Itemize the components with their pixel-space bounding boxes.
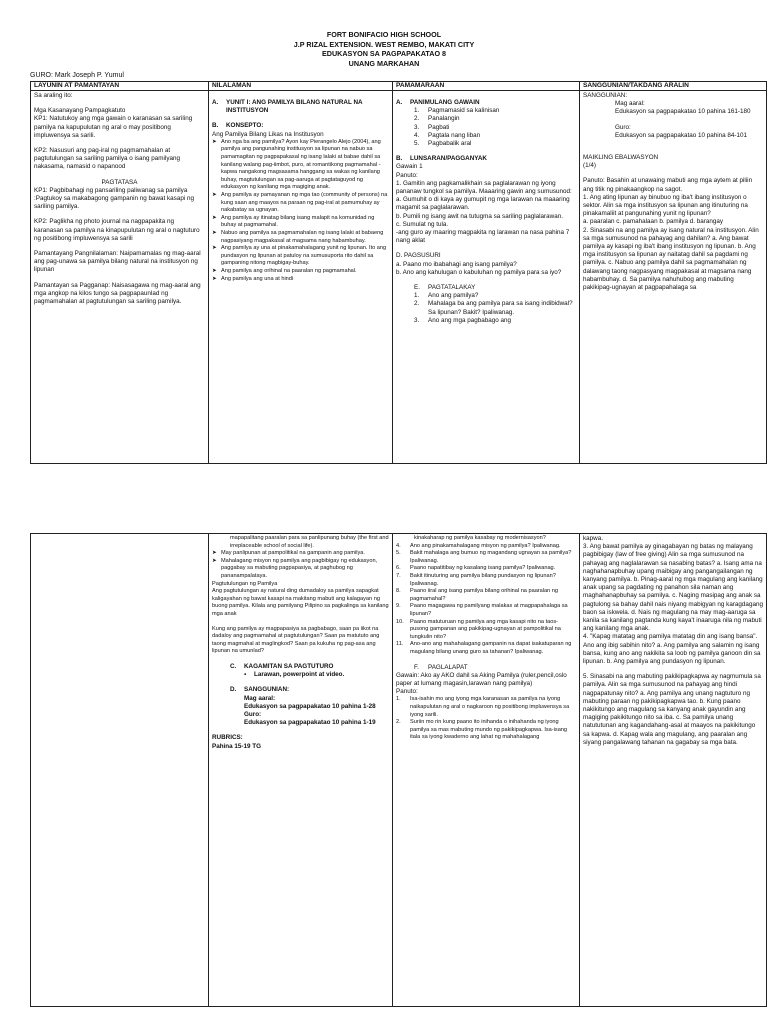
section-c: C. KAGAMITAN SA PAGTUTURO <box>230 662 334 670</box>
list-item: 5. Bakit mahalaga ang bumuo ng magandang ugnayan sa pamilya? Ipaliwanag. <box>396 550 572 564</box>
list-item: 1. Pagmamasid sa kalinisan <box>414 107 500 115</box>
quiz-question: 3. Ang bawat pamilya ay ginagabayan ng batas ng malayang pagbibigay (law of free giving) Alin sa mga sumusunod na pahayag ang naglalarawan sa nasabing batas? a. Isang ama na naghahanapbuhay upang maibigay ang pangangailangan ng kanyang pamilya. b. Pinag-aaral ng mga magulang ang kanilang anak upang sa pagdating ng panahon sila naman ang maghahanapbuhay sa pamilya. c. Naging masipag ang anak sa pagtulong sa bahay dahil nais niyang mabigyan ng karagdagang baon sa iskwela. d. Nais ng magulang na may mag-aaruga sa kanila sa kanilang pagtanda kung kaya't inaaruga nila ng mabuti ang kanilang mga anak. <box>583 543 763 633</box>
question-line: b. Ano ang kahulugan o kabuluhan ng pamilya para sa iyo? <box>396 268 562 276</box>
lesson-plan-table-1 <box>30 81 767 464</box>
list-item: 3. Ano ang mga pagbabago ang <box>414 316 511 324</box>
rubrics-label: RUBRICS: <box>212 734 243 742</box>
list-item: ➤ Ang pamilya ay una at pinakamahalagang yunit ng lipunan. Ito ang pundasyon ng lipunan at patuloy na sumusuporta rito dahil sa gampaning nitong magbigay-buhay. <box>212 245 387 267</box>
list-item: 1. Ano ang pamilya? <box>414 292 479 300</box>
magaaral-ref: Edukasyon sa pagpapakatao 10 pahina 1-28 <box>244 702 376 710</box>
quiz-question: 1. Ang ating lipunan ay binubuo ng iba't ibang institusyon o sektor. Alin sa mga institusyon sa lipunan ang itinuturing na pinakamaliit at pangunahing yunit ng lipunan? <box>583 193 748 218</box>
arrow-bullet-icon: ➤ <box>212 557 217 564</box>
quiz-question: 4. "Kapag matatag ang pamilya matatag din ang isang bansa". Ano ang ibig sabihin nito? a. Ang pamilya ang salamin ng isang bansa, kung ano ang nakikita sa loob ng pamilya ganoon din sa lipunan. b. Ang pamilya ang pundasyon ng lipunan. <box>583 633 761 666</box>
guro-label: Guro: <box>615 123 631 131</box>
section-f: F. PAGLALAPAT <box>414 663 468 671</box>
list-item: ➤ Nabuo ang pamilya sa pagmamahalan ng isang lalaki at babaeng nagpasiyang magpakasal at magsama nang habambuhay. <box>212 229 384 244</box>
list-item: 11. Ano-ano ang mahahalagang gampanin na dapat isakatuparan ng magulang bilang unang guro sa tahanan? Ipaliwanag. <box>396 641 572 655</box>
option-line: -ang guro ay maaring magpakita ng larawan na nasa pahina 7 nang aklat <box>396 229 570 245</box>
panuto-text: 1. Gamitin ang pagkamalikhain sa paglalarawan ng iyong pananaw tungkol sa pamilya. Maaaring gawin ang sumusunod: <box>396 179 572 196</box>
text-line: kapwa. <box>583 535 603 542</box>
text-line: KP2: Nasusuri ang pag-iral ng pagmamahalan at pagtutulungan sa sariling pamilya o isang pamilyang nakasama, namasid o napanood <box>34 147 180 171</box>
panuto-label: Panuto: <box>396 688 418 696</box>
quiz-question: 2. Sinasabi na ang pamilya ay isang natural na institusyon. Alin sa mga sumusunod na pahayag ang dahilan? a. Ang bawat pamilya ay kasapi ng iba't ibang institusyon ng lipunan. b. Ang mga institusyon sa lipunan ay naitatag dahil sa pagdami ng pamilya. c. Nabuo ang pamilya dahil sa pagmamahalan ng dalawang taong nagpasyang magpakasal at magsama nang habambuhay. d. Sa pamilya nahuhubog ang mabuting pakikipag-ugnayan at pagpapahalaga sa <box>583 226 759 292</box>
nilalaman-cell <box>209 91 393 464</box>
section-heading: PAGTATASA <box>101 178 138 186</box>
list-item: 4. Pagtala nang liban <box>414 131 481 139</box>
list-item: ▪ Larawan, powerpoint at video. <box>244 671 345 679</box>
list-item: ➤ Ang pamilya ay pamayanan ng mga tao (community of persons) na kung saan ang maayos na paraan ng pag-iral at pamumuhay ay nakabatay sa ugnayan. <box>212 191 388 214</box>
text-paragraph: Kung ang pamilya ay magpapasiya sa pagbabago, saan pa iikot na dadaloy ang pagmamahal at pagtutulungan? Saan pa matututo ang taong magmahal at maglingkod? Saan pa kukuha ng pag-asa ang lipunan na umunlad? <box>212 625 380 655</box>
text-line: Pamantayang Pangnilalaman: Naipamamalas ng mag-aaral ang pag-unawa sa pamilya bilang natural na institusyon ng lipunan <box>34 250 201 274</box>
arrow-bullet-icon: ➤ <box>212 245 217 252</box>
list-item: 8. Paano iiral ang isang pamilya bilang orihinal na paaralan ng pagmamahal? <box>396 588 559 602</box>
list-item: 1. Isa-isahin mo ang iyong mga karanasan sa pamilya na iyong naikapulutan ng aral o nagkaroon ng positibong impluwensya sa iyong sarili. <box>396 696 570 718</box>
list-item: 10. Paano matuturuan ng pamilya ang mga kasapi nito na taos-pusong gampanan ang pakikipag-ugnayan at pampolitikal na tungkulin nito? <box>396 618 561 640</box>
list-item: ➤ Ang pamilya ang orihinal na paaralan ng pagmamahal. <box>212 267 357 274</box>
column-header: SANGGUNIAN/TAKDANG ARALIN <box>580 82 767 91</box>
list-item: ➤ Ano nga ba ang pamilya? Ayon kay Pierangelo Alejo (2004), ang pamilya ang pangunahing institusyon sa lipunan na nabuo sa pamamagitan ng pagpapakasal ng isang lalaki at babae dahil sa kanilang walang pag-iimbot, puro, at romantikong pagmamahal - kapwa nangakong magsasama hanggang sa wakas ng kanilang buhay, magtutulungan sa pag-aaruga at pagtataguyod ng edukasyon ng kanilang mga magiging anak. <box>212 138 381 191</box>
section-d: D. SANGGUNIAN: <box>230 686 290 694</box>
list-item: 2. Suriin mo rin kung paano ito inihanda o inihahanda ng iyong pamilya sa mas mabuting mundo ng pakikipagkapwa. Isa-isang itala sa iyong kwaderno ang lahat ng mahahalagang <box>396 719 568 741</box>
text-line: KP1: Pagbibahagi ng pansariling paliwanag sa pamilya :Pagtukoy sa makabagong gampanin ng bawat kasapi ng sariling pamilya. <box>34 186 194 211</box>
magaaral-label: Mag aaral: <box>615 100 645 108</box>
text-line: Mga Kasanayang Pampagkatuto <box>34 107 126 115</box>
quiz-title: MAIKLING EBALWASYON <box>583 154 659 162</box>
sanggunian-cell <box>580 91 767 464</box>
column-header: NILALAMAN <box>209 82 393 91</box>
list-item: 2. Panalangin <box>414 115 460 123</box>
concept-title: Ang Pamilya Bilang Likas na Institusyon <box>212 130 324 138</box>
arrow-bullet-icon: ➤ <box>212 214 217 221</box>
gawain-label: Gawain 1 <box>396 163 423 171</box>
sanggunian-title: SANGGUNIAN: <box>583 92 628 99</box>
question-line: a. Paano mo ibabahagi ang isang pamilya? <box>396 260 517 268</box>
layunin-cell <box>31 534 209 1007</box>
text-paragraph: Pagtutulungan ng Pamilya Ang pagtutulungan ay natural ding dumadaloy sa pamilya sapagkat kaligayahan ng bawat kasapi na makitang mabuti ang kalagayan ng buong pamilya. Kilala ang pamilyang Pilipino sa pagkalinga sa kanilang mga anak <box>212 580 389 617</box>
panuto-label: Panuto: <box>396 171 418 179</box>
option-line: b. Pumili ng isang awit na tutugma sa sariling paglalarawan. <box>396 212 563 220</box>
text-line: Sa araling ito: <box>34 92 73 99</box>
nilalaman-cell <box>209 534 393 1007</box>
list-item: ➤ Mahalagang misyon ng pamilya ang pagbibigay ng edukasyon, paggabay sa mabuting pagpapasiya, at paghubog ng pananampalataya. <box>212 557 378 579</box>
school-address: J.P RIZAL EXTENSION. WEST REMBO, MAKATI CITY <box>293 39 475 49</box>
arrow-bullet-icon: ➤ <box>212 138 217 145</box>
list-item: 4. Ano ang pinakamahalagang misyon ng pamilya? Ipaliwanag. <box>396 542 561 549</box>
subject-title: EDUKASYON SA PAGPAPAKATAO 8 <box>321 49 447 58</box>
column-header: LAYUNIN AT PAMANTAYAN <box>31 82 209 91</box>
quiz-score: (1/4) <box>583 162 596 170</box>
square-bullet-icon: ▪ <box>244 671 247 679</box>
list-item: 6. Paano napatitibay ng kasalang isang pamilya? Ipaliwanag. <box>396 565 556 572</box>
sanggunian-cell <box>580 534 767 1007</box>
page-1 <box>30 30 759 464</box>
section-a: A. YUNIT I: ANG PAMILYA BILANG NATURAL NA INSTITUSYON <box>212 99 363 115</box>
guro-label: Guro: <box>244 710 262 718</box>
list-item: ➤ Ang pamilya ay itinatag bilang isang malapit na komunidad ng buhay at pagmamahal. <box>212 214 375 229</box>
list-item: 2. Mahalaga ba ang pamilya para sa isang indibidwal? Sa lipunan? Bakit? Ipaliwanag. <box>414 300 573 316</box>
text-line: Pamantayan sa Pagganap: Naisasagawa ng mag-aaral ang mga angkop na kilos tungo sa pagpapaunlad ng pagmamahalan at pagtutulungan sa sariling pamilya. <box>34 281 201 306</box>
guro-ref: Edukasyon sa pagpapakatao 10 pahina 84-101 <box>615 131 747 139</box>
text-line: KP1: Natutukoy ang mga gawain o karanasan sa sariling pamilya na kapupulutan ng aral o may positibong impluwensya sa sarili. <box>34 115 193 139</box>
list-item: 9. Paano magagawa ng pamilyang malakas at magpapahalaga sa lipunan? <box>396 603 568 617</box>
list-item: 3. Pagbati <box>414 123 450 131</box>
quiz-instructions: Panuto: Basahin at unawaing mabuti ang mga aytem at piliin ang titik ng pinakaangkop na sagot. <box>583 177 753 193</box>
list-item: ➤ May panlipunan at pampolitikal na gampanin ang pamilya. <box>212 550 365 557</box>
pamamaraan-cell <box>393 91 580 464</box>
column-header: PAMAMARAAN <box>393 82 580 91</box>
arrow-bullet-icon: ➤ <box>212 229 217 236</box>
arrow-bullet-icon: ➤ <box>212 267 217 274</box>
gawain-label: Gawain: Ako ay AKO dahil sa Aking Pamilya (ruler,pencil,oslo paper at lumang magasin,larawan nang pamilya) <box>396 671 567 687</box>
arrow-bullet-icon: ➤ <box>212 550 217 557</box>
section-a: A. PANIMULANG GAWAIN <box>396 99 480 106</box>
text-line: mapapalitang paaralan para sa panlipunang buhay (the first and irreplaceable school of social life). <box>230 535 389 549</box>
option-line: c. Sumulat ng tula. <box>396 220 449 228</box>
arrow-bullet-icon: ➤ <box>212 275 217 282</box>
section-d: D. PAGSUSURI <box>396 252 441 260</box>
magaaral-label: Mag aaral: <box>244 694 276 702</box>
quiz-question: 5. Sinasabi na ang mabuting pakikipagkapwa ay nagmumula sa pamilya. Alin sa mga sumusunod na pahayag ang hindi nagpapatunay nito? a. Ang pamilya ang unang nagtuturo ng mabuting paraan ng pakikipagkapwa tao. b. Kung paano nakikitungo ang magulang sa kanyang anak gayundin ang magiging pakikitungo nito sa iba. c. Sa pamilya unang natututunan ang kagandahang-asal at maayos na pakikitungo sa kapwa. d. Kapag wala ang magulang, ang paaralan ang siyang pangalawang tahanan na gagabay sa mga bata. <box>583 673 761 746</box>
list-item: 7. Bakit itinuturing ang pamilya bilang pundasyon ng lipunan? Ipaliwanag. <box>396 572 556 587</box>
section-b: B. LUNSARAN/PAGGANYAK <box>396 155 487 163</box>
arrow-bullet-icon: ➤ <box>212 191 217 198</box>
pamamaraan-cell <box>393 534 580 1007</box>
teacher-name: GURO: Mark Joseph P. Yumul <box>30 72 124 79</box>
document-header <box>30 30 738 68</box>
layunin-cell <box>31 91 209 464</box>
magaaral-ref: Edukasyon sa pagpapakatao 10 pahina 161-180 <box>615 108 751 116</box>
quiz-choices: a. paaralan c. pamahalaan b. pamilya d. barangay <box>583 218 724 226</box>
list-item: 5. Pagbabalik aral <box>414 140 472 148</box>
page-2 <box>30 533 763 1007</box>
guro-ref: Edukasyon sa pagpapakatao 10 pahina 1-19 <box>244 719 376 727</box>
section-e: E. PAGTATALAKAY <box>414 284 476 292</box>
school-name: FORT BONIFACIO HIGH SCHOOL <box>326 30 442 39</box>
text-line: kinakaharap ng pamilya kasabay ng modernisasyon? <box>414 535 546 541</box>
rubrics-ref: Pahina 15-19 TG <box>212 742 261 750</box>
text-line: KP2: Paglikha ng photo journal na nagpapakita ng karanasan sa pamilya na kinapupulutan ng aral o nagtuturo ng positibong impluwensya sa sarili <box>34 218 200 242</box>
quarter-title: UNANG MARKAHAN <box>348 58 420 68</box>
list-item: ➤ Ang pamilya ang una at hindi <box>212 275 294 282</box>
option-line: a. Gumuhit o di kaya ay gumupit ng mga larawan na maaaring magamit sa paglalarawan. <box>396 196 570 212</box>
section-b: B. KONSEPTO: <box>212 122 264 130</box>
lesson-plan-table-2 <box>30 533 767 1007</box>
